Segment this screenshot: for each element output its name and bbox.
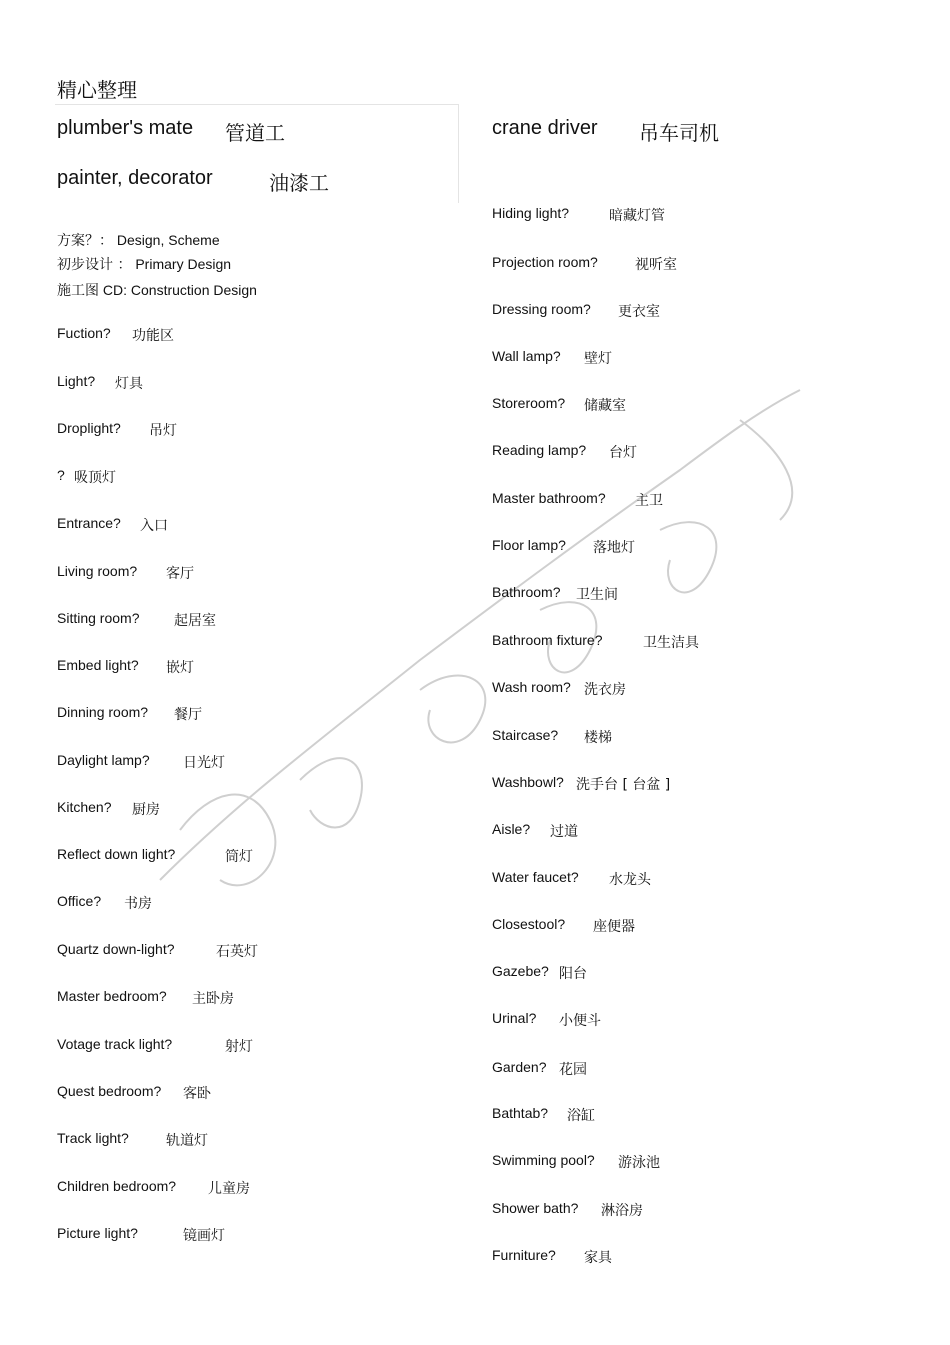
term-en: Furniture?	[492, 1247, 556, 1263]
list-item	[57, 1130, 208, 1149]
term-en: Quartz down-light?	[57, 941, 175, 957]
term-en: Shower bath?	[492, 1200, 579, 1216]
term-zh: 过道	[550, 824, 578, 840]
term-en: Picture light?	[57, 1225, 138, 1241]
term-en: Master bedroom?	[57, 988, 167, 1004]
term-en: Washbowl?	[492, 774, 564, 790]
list-item	[57, 563, 194, 582]
term-zh: 楼梯	[584, 730, 612, 746]
term-zh: 花园	[559, 1062, 587, 1078]
list-item	[57, 325, 174, 344]
term-zh: 浴缸	[567, 1108, 595, 1124]
term-en: Entrance?	[57, 515, 121, 531]
scheme-line-construction	[57, 280, 257, 300]
term-en: Garden?	[492, 1059, 547, 1075]
term-zh: 入口	[140, 518, 168, 534]
list-item	[492, 490, 663, 509]
term-zh: 水龙头	[609, 872, 651, 888]
term-en: Light?	[57, 373, 96, 389]
list-item	[57, 941, 258, 960]
list-item	[492, 821, 578, 840]
scheme-zh: 方案？：	[57, 233, 113, 249]
scheme-en: Primary Design	[131, 256, 232, 272]
term-en: painter, decorator	[57, 167, 213, 189]
list-item	[57, 515, 168, 534]
term-en: Bathtab?	[492, 1105, 549, 1121]
list-item	[492, 1152, 660, 1171]
list-item	[57, 1083, 211, 1102]
term-en: Children bedroom?	[57, 1178, 177, 1194]
list-item	[492, 205, 665, 224]
list-item	[492, 301, 660, 320]
list-item	[492, 963, 587, 982]
list-item	[57, 799, 160, 818]
term-zh: 阳台	[559, 966, 587, 982]
term-en: Gazebe?	[492, 963, 549, 979]
term-zh: 主卫	[635, 493, 663, 509]
term-zh: 餐厅	[174, 707, 202, 723]
featured-term-plumber	[57, 117, 285, 145]
term-en: Daylight lamp?	[57, 752, 150, 768]
term-en: Living room?	[57, 563, 138, 579]
term-en: Reading lamp?	[492, 442, 587, 458]
list-item	[57, 420, 177, 439]
term-en: Reflect down light?	[57, 846, 176, 862]
term-zh: 座便器	[593, 919, 635, 935]
list-item	[492, 254, 677, 273]
scheme-en: Design, Scheme	[113, 232, 220, 248]
list-item	[57, 893, 152, 912]
term-zh: 更衣室	[618, 304, 660, 320]
term-en: Sitting room?	[57, 610, 140, 626]
term-en: Floor lamp?	[492, 537, 566, 553]
list-item	[492, 916, 635, 935]
list-item	[57, 704, 202, 723]
list-item	[492, 727, 612, 746]
term-zh: 起居室	[174, 613, 216, 629]
term-en: plumber's mate	[57, 117, 194, 139]
term-zh: 吊灯	[149, 423, 177, 439]
list-item	[492, 1105, 595, 1124]
term-zh: 落地灯	[593, 540, 635, 556]
term-zh: 客卧	[183, 1086, 211, 1102]
term-zh: 日光灯	[183, 755, 225, 771]
term-en: Swimming pool?	[492, 1152, 595, 1168]
term-zh: 洗衣房	[584, 682, 626, 698]
term-en: Wall lamp?	[492, 348, 561, 364]
list-item	[57, 752, 225, 771]
term-en: ?	[57, 467, 65, 483]
list-item	[57, 373, 143, 392]
term-en: crane driver	[492, 117, 598, 139]
term-en: Water faucet?	[492, 869, 579, 885]
list-item	[57, 1036, 253, 1055]
term-en: Aisle?	[492, 821, 531, 837]
term-zh: 镜画灯	[183, 1228, 225, 1244]
list-item	[492, 869, 651, 888]
list-item	[492, 442, 637, 461]
watermark-graphic	[120, 360, 840, 920]
term-zh: 台灯	[609, 445, 637, 461]
scheme-line-primary	[57, 254, 231, 274]
term-zh: 卫生洁具	[643, 635, 699, 651]
list-item	[57, 846, 253, 865]
list-item	[492, 1200, 643, 1219]
list-item	[57, 1178, 250, 1197]
term-en: Hiding light?	[492, 205, 570, 221]
list-item	[57, 1225, 225, 1244]
scheme-zh: 初步设计 ：	[57, 257, 132, 273]
list-item	[57, 610, 216, 629]
list-item	[492, 632, 699, 651]
term-zh: 儿童房	[208, 1181, 250, 1197]
list-item	[492, 1247, 612, 1266]
term-en: Office?	[57, 893, 102, 909]
term-zh: 射灯	[225, 1039, 253, 1055]
featured-term-crane-driver	[492, 117, 719, 145]
list-item	[492, 348, 612, 367]
term-en: Quest bedroom?	[57, 1083, 162, 1099]
term-zh: 厨房	[132, 802, 160, 818]
list-item	[57, 657, 194, 676]
term-en: Master bathroom?	[492, 490, 606, 506]
list-item	[492, 1059, 587, 1078]
term-zh: 主卧房	[192, 991, 234, 1007]
term-zh: 洗手台 [ 台盆 ]	[576, 777, 671, 793]
term-en: Dinning room?	[57, 704, 149, 720]
scheme-en: CD: Construction Design	[99, 282, 257, 298]
term-zh: 卫生间	[576, 587, 618, 603]
list-item	[492, 395, 626, 414]
term-en: Fuction?	[57, 325, 111, 341]
list-item	[57, 467, 116, 486]
term-en: Urinal?	[492, 1010, 537, 1026]
term-en: Bathroom?	[492, 584, 561, 600]
term-zh: 暗藏灯管	[609, 208, 665, 224]
term-zh: 灯具	[115, 376, 143, 392]
list-item	[492, 679, 626, 698]
list-item	[492, 774, 671, 793]
term-zh: 小便斗	[559, 1013, 601, 1029]
term-en: Storeroom?	[492, 395, 566, 411]
term-zh: 家具	[584, 1250, 612, 1266]
term-zh: 石英灯	[216, 944, 258, 960]
term-zh: 功能区	[132, 328, 174, 344]
term-zh: 油漆工	[269, 171, 329, 195]
scheme-line-design	[57, 230, 220, 250]
term-en: Projection room?	[492, 254, 598, 270]
term-zh: 书房	[124, 896, 152, 912]
term-zh: 嵌灯	[166, 660, 194, 676]
term-zh: 储藏室	[584, 398, 626, 414]
term-en: Dressing room?	[492, 301, 591, 317]
term-zh: 淋浴房	[601, 1203, 643, 1219]
term-zh: 视听室	[635, 257, 677, 273]
term-zh: 轨道灯	[166, 1133, 208, 1149]
term-en: Staircase?	[492, 727, 559, 743]
term-en: Closestool?	[492, 916, 566, 932]
term-en: Kitchen?	[57, 799, 112, 815]
term-zh: 游泳池	[618, 1155, 660, 1171]
term-en: Embed light?	[57, 657, 139, 673]
term-zh: 壁灯	[584, 351, 612, 367]
term-en: Track light?	[57, 1130, 129, 1146]
term-zh: 吊车司机	[639, 121, 719, 145]
scheme-zh: 施工图	[57, 283, 99, 299]
term-zh: 吸顶灯	[74, 470, 116, 486]
term-zh: 客厅	[166, 566, 194, 582]
list-item	[492, 537, 635, 556]
term-en: Wash room?	[492, 679, 571, 695]
page-title: 精心整理	[57, 78, 137, 102]
term-en: Bathroom fixture?	[492, 632, 603, 648]
featured-term-painter	[57, 167, 329, 195]
term-zh: 筒灯	[225, 849, 253, 865]
list-item	[57, 988, 234, 1007]
term-zh: 管道工	[225, 121, 285, 145]
list-item	[492, 584, 618, 603]
term-en: Votage track light?	[57, 1036, 173, 1052]
term-en: Droplight?	[57, 420, 121, 436]
list-item	[492, 1010, 601, 1029]
